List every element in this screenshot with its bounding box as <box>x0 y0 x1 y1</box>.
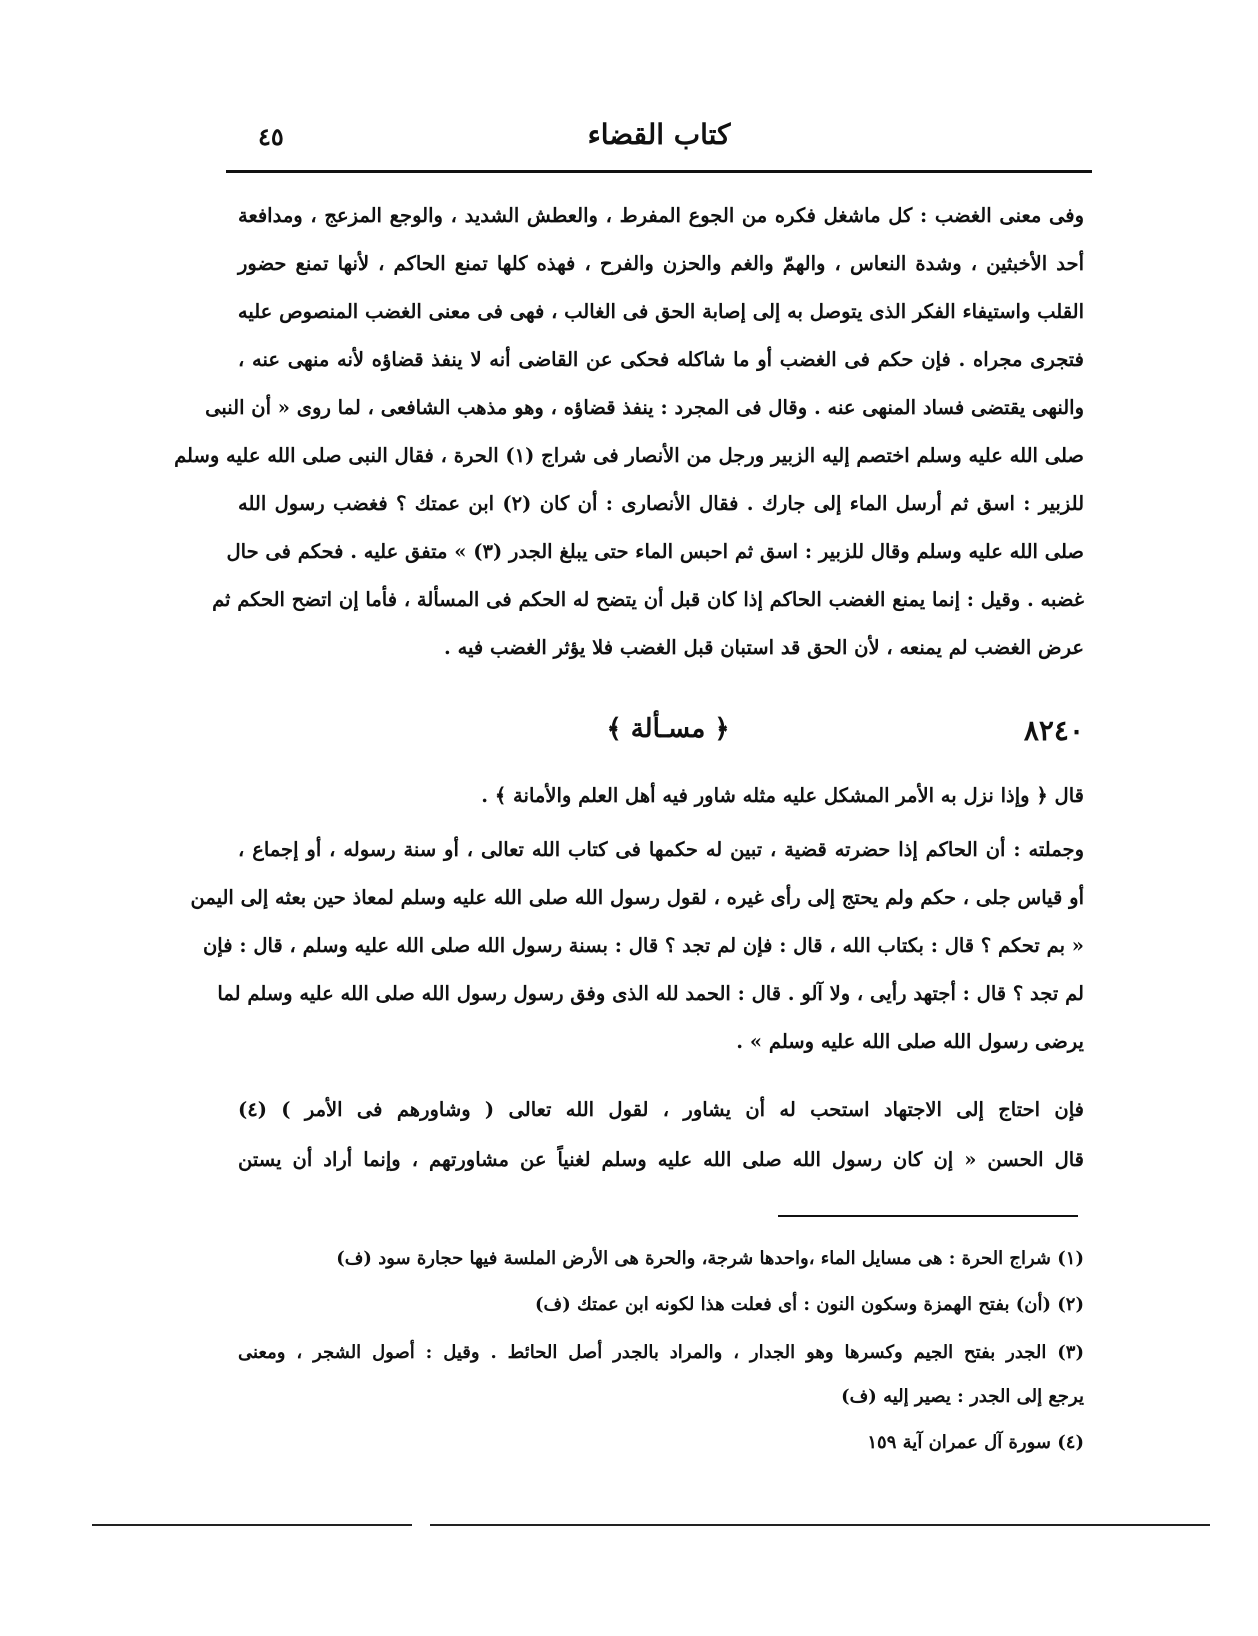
body-line: وجملته : أن الحاكم إذا حضرته قضية ، تبين له حكمها فى كتاب الله تعالى ، أو سنة رسوله ، أو إجماع ، <box>238 838 1084 861</box>
section-number: ٨٢٤٠ <box>1023 714 1084 747</box>
body-line: والنهى يقتضى فساد المنهى عنه . وقال فى المجرد : ينفذ قضاؤه ، وهو مذهب الشافعى ، لما روى « أن النبى <box>205 396 1084 419</box>
bottom-rule-right <box>430 1524 1210 1526</box>
footnote-2: (٢) (أن) بفتح الهمزة وسكون النون : أى فعلت هذا لكونه ابن عمتك (ف) <box>535 1294 1084 1315</box>
body-line: عرض الغضب لم يمنعه ، لأن الحق قد استبان قبل الغضب فلا يؤثر الغضب فيه . <box>444 636 1084 659</box>
footnote-1: (١) شراج الحرة : هى مسايل الماء ،واحدها شرجة، والحرة هى الأرض الملسة فيها حجارة سود (ف) <box>336 1248 1084 1269</box>
footnote-rule <box>778 1215 1078 1217</box>
page-number: ٤٥ <box>258 122 284 151</box>
body-line: صلى الله عليه وسلم وقال للزبير : اسق ثم احبس الماء حتى يبلغ الجدر (٣) » متفق عليه . فحكم فى حال <box>226 540 1084 563</box>
bottom-rule-left <box>92 1524 412 1526</box>
body-line: قال ﴿ وإذا نزل به الأمر المشكل عليه مثله شاور فيه أهل العلم والأمانة ﴾ . <box>481 784 1084 807</box>
body-line: لم تجد ؟ قال : أجتهد رأيى ، ولا آلو . قال : الحمد لله الذى وفق رسول رسول الله صلى الله عليه وسلم لما <box>217 982 1084 1005</box>
body-line: قال الحسن « إن كان رسول الله صلى الله عليه وسلم لغنياً عن مشاورتهم ، وإنما أراد أن يستن <box>238 1148 1084 1171</box>
footnote-3-continued: يرجع إلى الجدر : يصير إليه (ف) <box>841 1386 1084 1407</box>
header-rule <box>226 170 1092 173</box>
running-title: كتاب القضاء <box>587 118 731 151</box>
page-header <box>228 118 1090 158</box>
body-line: « بم تحكم ؟ قال : بكتاب الله ، قال : فإن لم تجد ؟ قال : بسنة رسول الله صلى الله عليه وسلم ، قال : فإن <box>202 934 1084 957</box>
body-line: للزبير : اسق ثم أرسل الماء إلى جارك . فقال الأنصارى : أن كان (٢) ابن عمتك ؟ فغضب رسول الله <box>238 492 1085 515</box>
body-line: أحد الأخبثين ، وشدة النعاس ، والهمّ والغم والحزن والفرح ، فهذه كلها تمنع الحاكم ، لأنها تمنع حضور <box>238 252 1084 275</box>
section-title: ﴿ مسـألة ﴾ <box>606 714 730 744</box>
footnote-3: (٣) الجدر بفتح الجيم وكسرها وهو الجدار ، والمراد بالجدر أصل الحائط . وقيل : أصول الشجر ، ومعنى <box>238 1342 1084 1363</box>
footnote-4: (٤) سورة آل عمران آية ١٥٩ <box>867 1432 1084 1453</box>
section-heading <box>238 714 1084 758</box>
body-line: فإن احتاج إلى الاجتهاد استحب له أن يشاور ، لقول الله تعالى ( وشاورهم فى الأمر ) (٤) <box>238 1098 1084 1121</box>
body-line: وفى معنى الغضب : كل ماشغل فكره من الجوع المفرط ، والعطش الشديد ، والوجع المزعج ، ومدافعة <box>238 204 1084 227</box>
body-line: غضبه . وقيل : إنما يمنع الغضب الحاكم إذا كان قبل أن يتضح له الحكم فى المسألة ، فأما إن اتضح الحكم ثم <box>212 588 1084 611</box>
body-line: صلى الله عليه وسلم اختصم إليه الزبير ورجل من الأنصار فى شراج (١) الحرة ، فقال النبى صلى الله عليه وسلم <box>174 444 1084 467</box>
body-line: يرضى رسول الله صلى الله عليه وسلم » . <box>736 1030 1084 1053</box>
body-line: القلب واستيفاء الفكر الذى يتوصل به إلى إصابة الحق فى الغالب ، فهى فى معنى الغضب المنصوص عليه <box>237 300 1084 323</box>
body-line: أو قياس جلى ، حكم ولم يحتج إلى رأى غيره ، لقول رسول الله صلى الله عليه وسلم لمعاذ حين بعثه إلى اليمن <box>190 886 1084 909</box>
body-line: فتجرى مجراه . فإن حكم فى الغضب أو ما شاكله فحكى عن القاضى أنه لا ينفذ قضاؤه لأنه منهى عنه ، <box>238 348 1084 371</box>
